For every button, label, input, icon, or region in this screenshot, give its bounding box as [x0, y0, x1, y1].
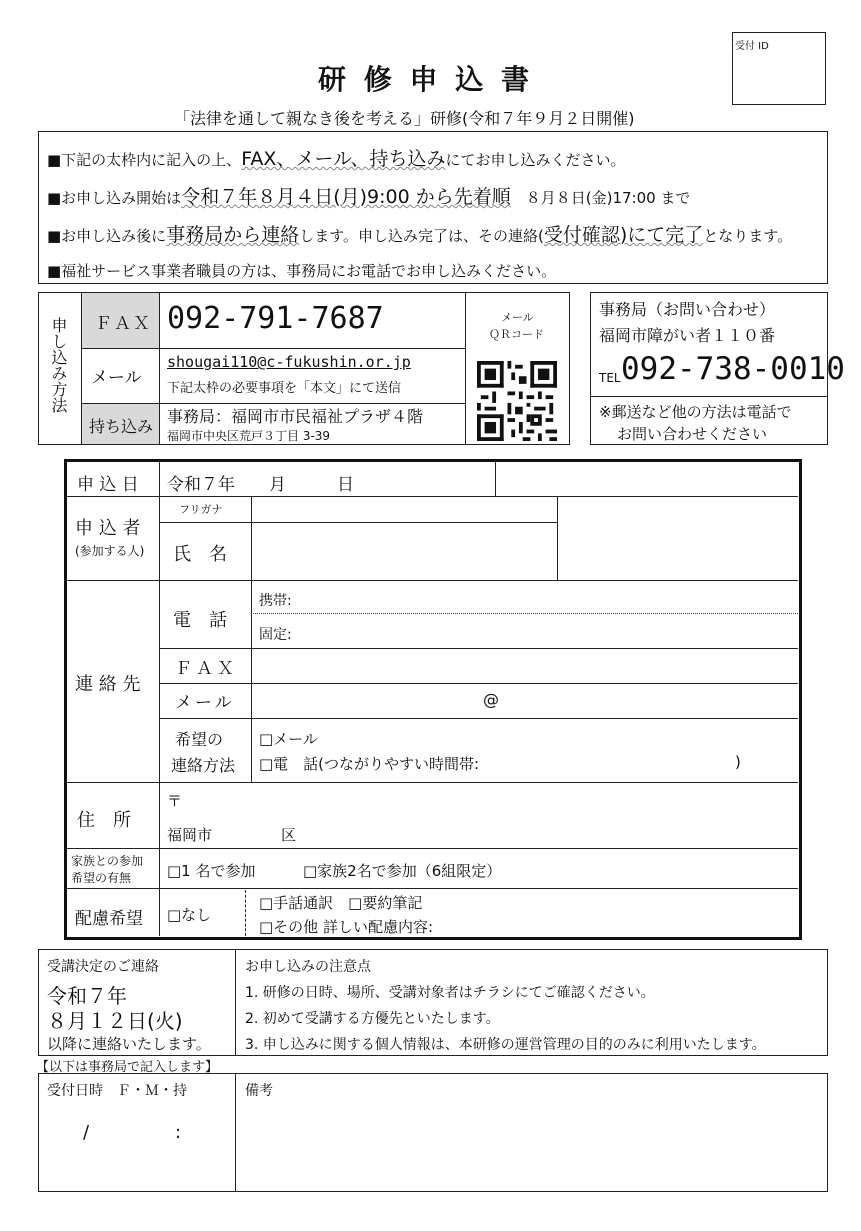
remarks-label: 備考 — [245, 1083, 273, 1099]
notes-title: お申し込みの注意点 — [245, 959, 371, 975]
notice-2: ■お申し込み開始は令和７年８月４日(月)9:00 から先着順 ８月８日(金)17:00 まで — [47, 186, 691, 208]
at-sign: @ — [483, 690, 499, 709]
office-note-1: ※郵送など他の方法は電話で — [599, 403, 792, 421]
mail-note: 下記太枠の必要事項を「本文」にて送信 — [167, 381, 402, 396]
date-value[interactable]: 令和７年 月 日 — [167, 475, 354, 495]
address-label: 住 所 — [77, 810, 131, 831]
notice-box — [38, 131, 828, 284]
notice-1: ■下記の太枠内に記入の上、FAX、メール、持ち込みにてお申し込みください。 — [47, 148, 626, 170]
office-tel-prefix: TEL — [599, 371, 621, 385]
ward-label: 区 — [281, 826, 297, 844]
decision-line-2: ８月１２日(火) — [47, 1009, 183, 1033]
name-label: 氏 名 — [173, 544, 227, 565]
mobile-input[interactable] — [297, 582, 797, 612]
fax-number[interactable]: 092-791-7687 — [167, 301, 384, 336]
notice-4: ■福祉サービス事業者職員の方は、事務局にお電話でお申し込みください。 — [47, 262, 557, 280]
decision-line-3: 以降に連絡いたします。 — [47, 1035, 211, 1053]
furigana-input[interactable] — [253, 498, 555, 522]
bring-address: 福岡市中央区荒戸３丁目 3-39 — [167, 429, 331, 443]
office-use-box — [38, 1073, 828, 1192]
contact-label: 連 絡 先 — [75, 674, 141, 695]
contact-fax-input[interactable] — [253, 650, 797, 682]
office-title: 事務局（お問い合わせ） — [599, 300, 776, 319]
applicant-label: 申 込 者 — [75, 518, 141, 539]
office-tel[interactable]: 092-738-0010 — [621, 351, 845, 387]
decision-line-1: 令和７年 — [47, 984, 127, 1008]
applicant-extra-field[interactable] — [559, 498, 797, 580]
received-colon: : — [175, 1122, 182, 1143]
family-label-1: 家族との参加 — [71, 854, 144, 868]
family-opt-2[interactable]: □家族2名で参加（6組限定） — [303, 862, 502, 880]
bring-label: 持ち込み — [89, 417, 154, 436]
receipt-id-box[interactable] — [732, 32, 826, 105]
note-item-2: 2. 初めて受講する方優先といたします。 — [245, 1011, 500, 1027]
pref-phone-checkbox[interactable]: □電 話(つながりやすい時間帯: — [259, 755, 480, 773]
furigana-label: フリガナ — [179, 503, 223, 516]
qr-code-icon[interactable] — [477, 361, 557, 441]
consider-opt-1[interactable]: □手話通訳 □要約筆記 — [259, 894, 423, 912]
fax-label: ＦＡＸ — [95, 314, 152, 334]
contact-mail-label: メール — [175, 693, 235, 713]
office-box — [590, 292, 845, 445]
receipt-id-label: 受付 ID — [735, 41, 769, 52]
date-label: 申 込 日 — [77, 475, 139, 495]
methods-side-label: 申し込み方法 — [49, 317, 68, 413]
qr-label-2: ＱＲコード — [489, 328, 544, 341]
office-note-2: お問い合わせください — [617, 425, 768, 443]
received-label: 受付日時 Ｆ・Ｍ・持 — [47, 1083, 187, 1099]
office-use-caption: 【以下は事務局で記入します】 — [36, 1060, 219, 1075]
family-label-2: 希望の有無 — [71, 871, 132, 885]
name-input[interactable] — [253, 524, 555, 578]
contact-fax-label: ＦＡＸ — [175, 659, 238, 679]
pref-label-1: 希望の — [175, 730, 224, 749]
landline-label: 固定: — [259, 627, 292, 643]
note-item-3: 3. 申し込みに関する個人情報は、本研修の運営管理の目的のみに利用いたします。 — [245, 1037, 766, 1053]
family-opt-1[interactable]: □1 名で参加 — [167, 862, 256, 880]
pref-label-2: 連絡方法 — [171, 756, 236, 775]
remarks-input[interactable] — [239, 1102, 823, 1188]
received-input[interactable] — [43, 1104, 231, 1188]
pref-mail-checkbox[interactable]: □メール — [259, 730, 318, 748]
methods-box — [38, 292, 570, 445]
page-title: 研 修 申 込 書 — [318, 63, 533, 96]
pref-phone-close: ) — [735, 753, 741, 771]
notice-3: ■お申し込み後に事務局から連絡します。申し込み完了は、その連絡(受付確認)にて完了となります。 — [47, 224, 793, 246]
bring-place: 事務局：福岡市市民福祉プラザ４階 — [167, 407, 424, 426]
decision-title: 受講決定のご連絡 — [47, 959, 159, 975]
applicant-sub: (参加する人) — [75, 544, 145, 558]
city-label: 福岡市 — [167, 826, 213, 844]
contact-mail-input[interactable] — [253, 685, 797, 717]
note-item-1: 1. 研修の日時、場所、受講対象者はチラシにてご確認ください。 — [245, 985, 655, 1001]
page-subtitle: 「法律を通して親なき後を考える」研修(令和７年９月２日開催) — [174, 109, 635, 128]
qr-label-1: メール — [501, 311, 534, 324]
consider-label: 配慮希望 — [75, 909, 143, 929]
office-name: 福岡市障がい者１１０番 — [599, 326, 776, 345]
postal-mark: 〒 — [167, 792, 183, 810]
consider-opt-2[interactable]: □その他 詳しい配慮内容: — [259, 918, 433, 936]
received-slash: / — [83, 1122, 90, 1143]
landline-input[interactable] — [297, 616, 797, 646]
mobile-label: 携帯: — [259, 593, 292, 609]
consider-none[interactable]: □なし — [167, 906, 212, 924]
application-form — [64, 459, 802, 940]
decision-notes-box — [38, 949, 828, 1056]
mail-address[interactable]: shougai110@c-fukushin.or.jp — [167, 353, 411, 371]
phone-label: 電 話 — [173, 610, 227, 631]
mail-label: メール — [91, 368, 142, 388]
address-input[interactable] — [307, 786, 797, 846]
